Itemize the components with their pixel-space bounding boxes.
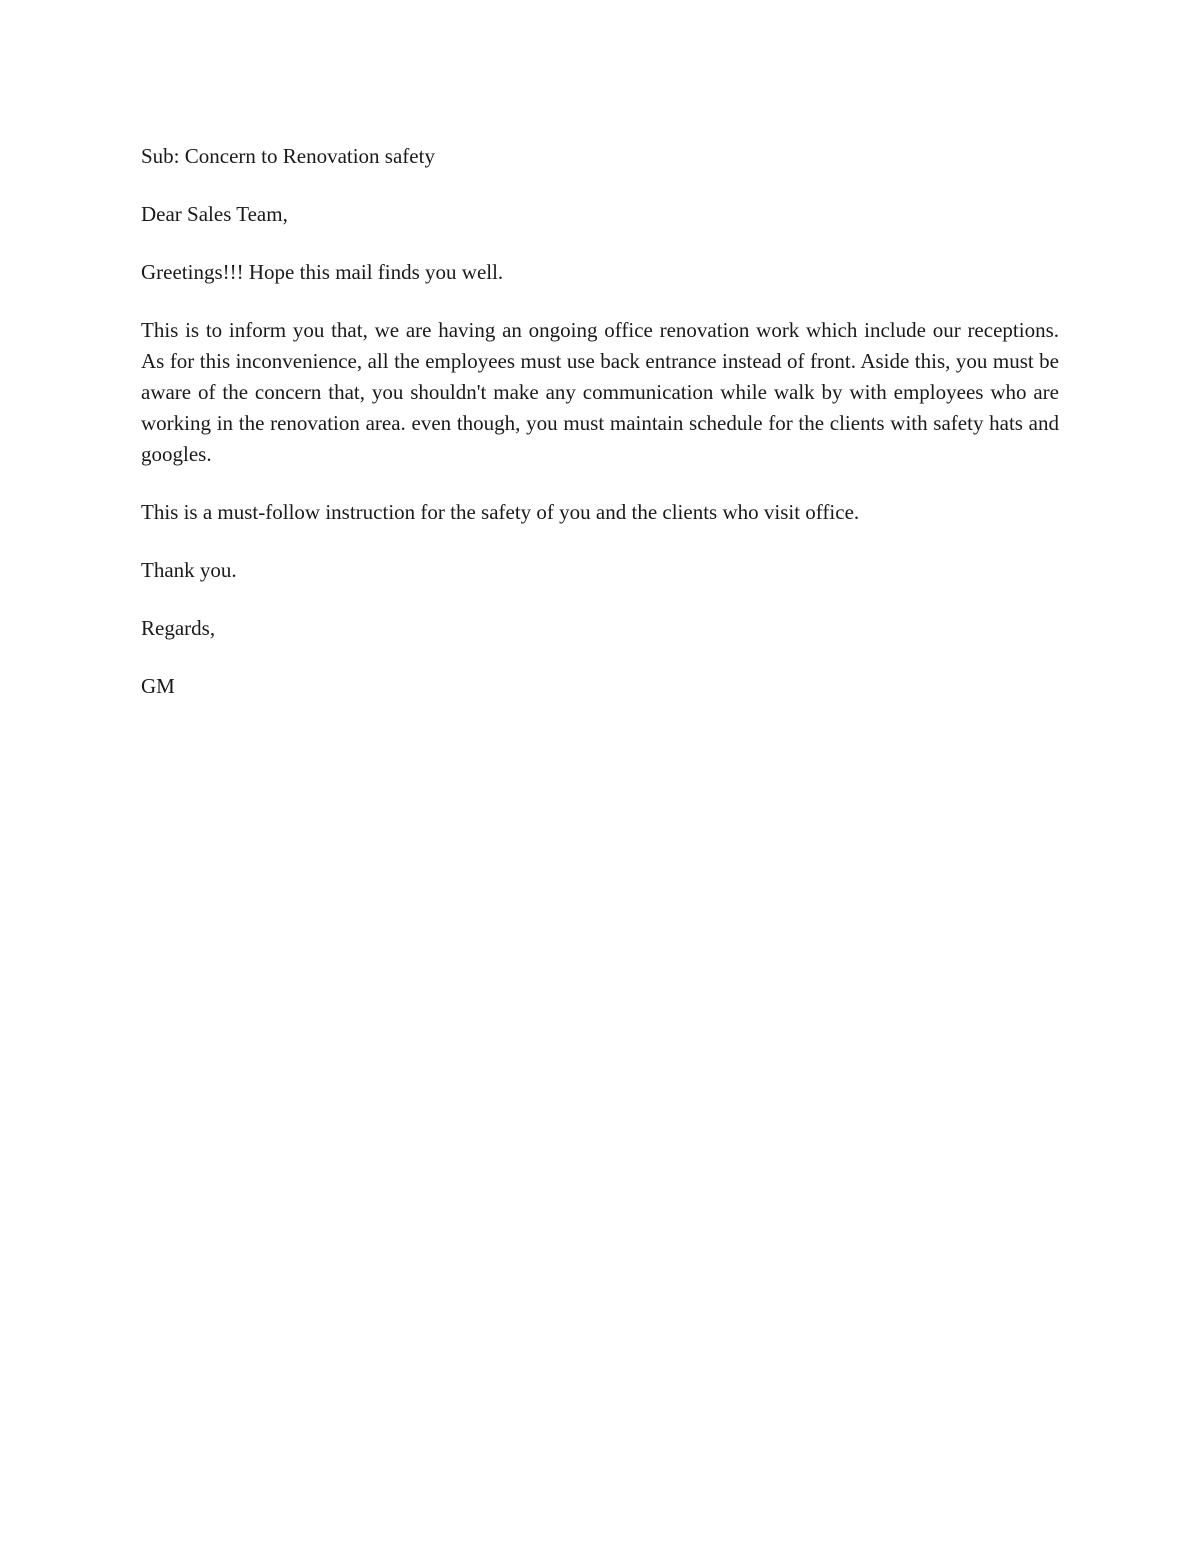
signature: GM — [141, 674, 175, 698]
thanks-line: Thank you. — [141, 558, 237, 582]
salutation: Dear Sales Team, — [141, 202, 288, 226]
subject-line: Sub: Concern to Renovation safety — [141, 144, 435, 168]
greeting-line: Greetings!!! Hope this mail finds you well. — [141, 260, 504, 284]
main-paragraph: This is to inform you that, we are having an ongoing office renovation work which include our receptions. As for this inconvenience, all the employees must use back entrance instead of front. Aside this, you must be aware of the concern that, you shouldn't make any communication while walk by with employees who are working in the renovation area. even though, you must maintain schedule for the clients with safety hats and googles. — [141, 318, 1059, 466]
instruction-line: This is a must-follow instruction for the safety of you and the clients who visit office. — [141, 500, 860, 524]
letter-body — [141, 141, 1059, 729]
closing-line: Regards, — [141, 616, 216, 640]
